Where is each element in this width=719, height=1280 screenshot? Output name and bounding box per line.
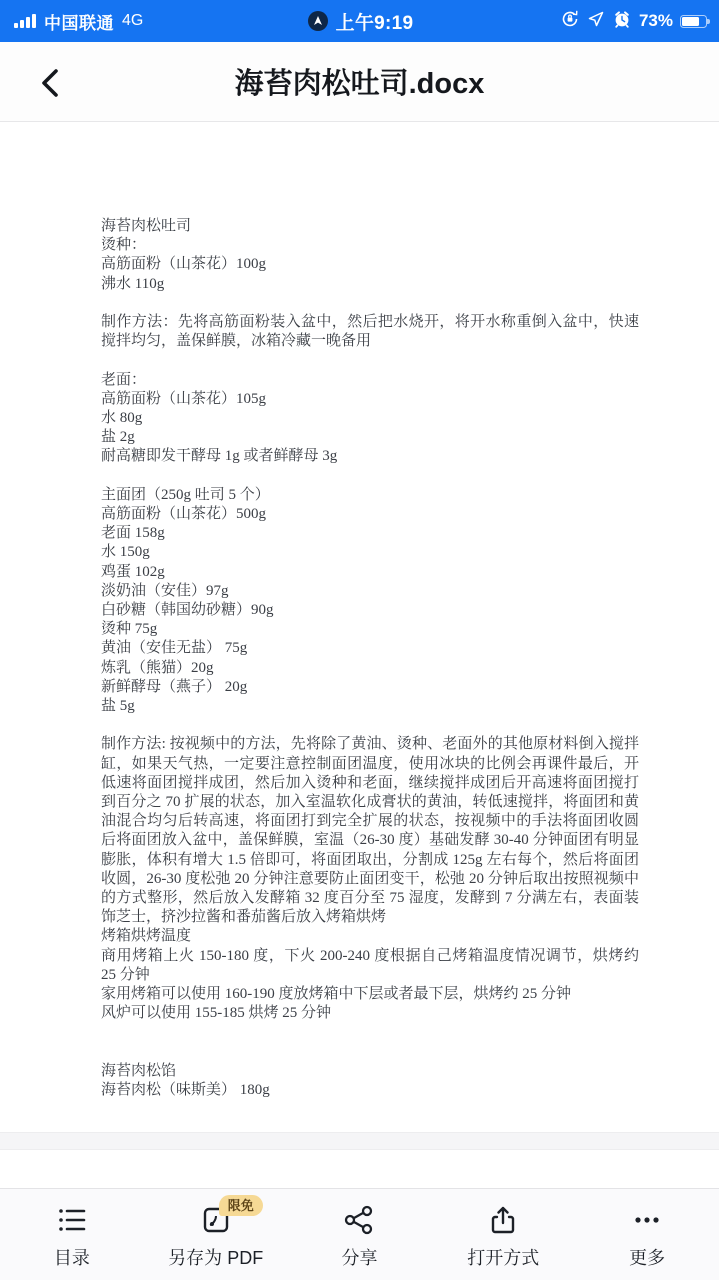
open-with-button[interactable] xyxy=(431,1189,575,1280)
doc-line: 海苔肉松（味斯美） 180g xyxy=(101,1082,270,1099)
share-button[interactable] xyxy=(288,1189,432,1280)
rotation-lock-icon xyxy=(560,9,580,34)
doc-line: 鸡蛋 102g xyxy=(101,563,165,580)
back-button[interactable] xyxy=(26,60,74,106)
doc-line: 老面 158g xyxy=(101,525,165,542)
open-with-icon xyxy=(486,1203,520,1237)
doc-line: 主面团（250g 吐司 5 个） xyxy=(101,486,270,503)
alarm-clock-icon xyxy=(612,9,632,34)
chevron-left-icon xyxy=(38,68,62,98)
save-as-pdf-button[interactable] xyxy=(144,1189,288,1280)
doc-line: 家用烤箱可以使用 160-190 度放烤箱中下层或者最下层，烘烤约 25 分钟 xyxy=(101,986,571,1003)
document-page xyxy=(0,123,719,1100)
status-bar xyxy=(0,0,719,42)
doc-line: 老面： xyxy=(101,371,147,388)
doc-line: 海苔肉松吐司 xyxy=(101,218,192,234)
doc-line: 商用烤箱上火 150-180 度，下火 200-240 度根据自己烤箱温度情况调节，烘烤约 25 分钟 xyxy=(101,947,639,983)
doc-line: 海苔肉松馅 xyxy=(101,1062,177,1079)
doc-line: 新鲜酵母（燕子） 20g xyxy=(101,678,248,695)
doc-line: 高筋面粉（山茶花）500g xyxy=(101,506,267,522)
share-nodes-icon xyxy=(342,1203,376,1237)
toc-button[interactable] xyxy=(0,1189,144,1280)
doc-line: 盐 5g xyxy=(101,698,135,715)
doc-line: 水 80g xyxy=(101,410,143,426)
doc-line xyxy=(101,351,639,370)
doc-line: 白砂糖（韩国幼砂糖）90g xyxy=(101,602,274,619)
more-dots-icon xyxy=(630,1203,664,1237)
toc-list-icon xyxy=(55,1203,89,1237)
doc-line: 制作方法：先将高筋面粉装入盆中，然后把水烧开，将开水称重倒入盆中，快速搅拌均匀，盖保鲜膜，冰箱冷藏一晚备用 xyxy=(101,314,639,350)
limited-free-badge: 限免 xyxy=(219,1195,263,1216)
doc-line: 沸水 110g xyxy=(101,275,165,292)
open-with-label: 打开方式 xyxy=(467,1248,540,1268)
doc-line: 水 150g xyxy=(101,544,150,561)
more-button[interactable] xyxy=(575,1189,719,1280)
doc-line: 黄油（安佳无盐） 75g xyxy=(101,640,248,657)
bottom-toolbar xyxy=(0,1188,719,1280)
doc-line: 高筋面粉（山茶花）100g xyxy=(101,256,267,273)
battery-icon xyxy=(680,15,707,28)
doc-line: 耐高糖即发干酵母 1g 或者鲜酵母 3g xyxy=(101,448,338,465)
save-as-pdf-icon xyxy=(199,1198,254,1237)
doc-line: 高筋面粉（山茶花）105g xyxy=(101,390,267,407)
status-time: 上午9:19 xyxy=(335,12,414,34)
doc-line xyxy=(101,1043,639,1062)
more-label: 更多 xyxy=(629,1248,666,1268)
location-active-icon xyxy=(308,11,328,31)
doc-line: 炼乳（熊猫）20g xyxy=(101,659,214,676)
document-viewer[interactable] xyxy=(0,123,719,1189)
doc-line xyxy=(101,294,639,313)
share-label: 分享 xyxy=(341,1248,378,1268)
carrier-label: 中国联通 xyxy=(44,13,114,33)
doc-line: 烫种 75g xyxy=(101,621,158,638)
location-arrow-icon xyxy=(587,10,605,33)
doc-line xyxy=(101,1023,639,1042)
toc-label: 目录 xyxy=(53,1248,90,1268)
nav-bar xyxy=(0,42,719,122)
signal-bars-icon xyxy=(14,12,36,30)
save-as-pdf-label: 另存为 PDF xyxy=(168,1248,264,1268)
doc-line xyxy=(101,716,639,735)
doc-line: 盐 2g xyxy=(101,429,135,446)
network-type-label: 4G xyxy=(122,12,144,29)
doc-line: 制作方法: 按视频中的方法，先将除了黄油、烫种、老面外的其他原材料倒入搅拌缸，如果天气热，一定要注意控制面团温度，使用冰块的比例会再课件最后，开低速将面团搅拌成团，然后加入烫种和老面，继续搅拌成团后开高速将面团搅打到百分之 70 扩展的状态，加入室温软化成膏状的黄油，转低速搅拌，将面团和黄油混合均匀后转高速，将面团打到完全扩展的状态，按视频中的手法将面团收圆后将面团放入盆中，盖保鲜膜，室温（26-30 度）基础发酵 30-40 分钟面团有明显膨胀，体积有增大 1.5 倍即可，将面团取出，分割成 125g 左右每个，然后将面团收圆，26-30 度松弛 20 分钟注意要防止面团变干，松弛 20 分钟后取出按照视频中的方式整形，然后放入发酵箱 32 度百分至 75 湿度，发酵到 7 分满左右，表面装饰芝士，挤沙拉酱和番茄酱后放入烤箱烘烤 xyxy=(101,736,639,926)
doc-line: 烫种： xyxy=(101,237,147,254)
battery-percent-label: 73% xyxy=(638,11,673,30)
doc-line: 风炉可以使用 155-185 烘烤 25 分钟 xyxy=(101,1005,331,1022)
doc-line xyxy=(101,467,639,486)
doc-line: 烤箱烘烤温度 xyxy=(101,928,192,945)
doc-line: 淡奶油（安佳）97g xyxy=(101,582,229,599)
page-break-gap xyxy=(0,1132,719,1150)
document-title: 海苔肉松吐司.docx xyxy=(234,68,485,100)
